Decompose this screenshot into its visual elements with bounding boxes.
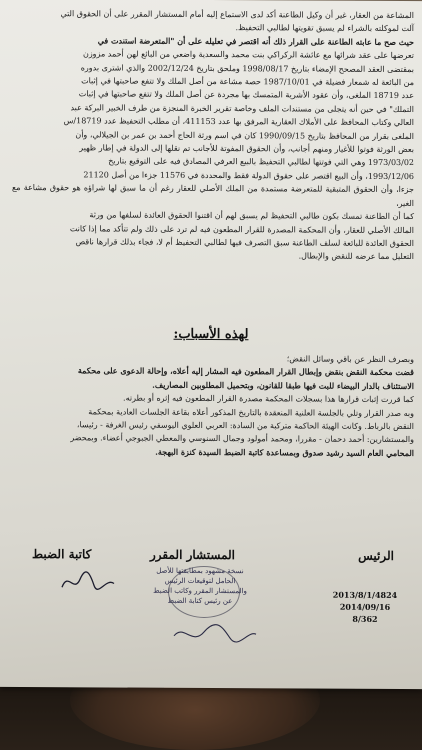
paragraph-line: المحامي العام السيد رشيد صدوق وبمساعدة كاتبة الضبط السيدة كنزة البهجة. <box>155 446 414 458</box>
paragraph-line: وبصرف النظر عن باقي وسائل النقض؛ <box>286 354 414 365</box>
paragraph-line: العالي وكتاب المحافظ على الأملاك العقارية المرفق بها عدد 411153، أن مطلب التحفيظ عدد 18719/س <box>63 116 414 128</box>
paragraph-line: المشاعة من العقار، غير أن وكيل الطاعنة أكد لدى الاستماع إليه أمام المستشار المقرر على أن الحقوق التي <box>60 9 414 21</box>
certified-line: الحامل لتوقيعات الرئيس <box>164 576 236 586</box>
paragraph-line: بمقتضى العقد المصحح الإمضاء بتاريخ 1998/08/17 وملحق بتاريخ 2002/12/24 والذي اشترى بدوره <box>80 62 414 74</box>
certified-line: نسخة مشهود بمطابقتها للأصل <box>156 566 244 576</box>
rapporteur-label: المستشار المقرر <box>150 547 236 563</box>
paragraph-line: 1973/03/02 وهي التي فوتتها لطالبي التحفيظ بالبيع العرفي المصادق فيه على التوقيع بتاريخ <box>108 156 414 168</box>
president-label: الرئيس <box>358 548 394 563</box>
paragraph-line: قضت محكمة النقض بنقض وإبطال القرار المطعون فيه المشار إليه أعلاه، وإحالة الدعوى على محكمة <box>77 365 414 378</box>
body-text-top <box>12 7 414 264</box>
section-heading: لهذه الأسباب: <box>173 326 249 343</box>
paragraph-line: المالك الأصلي للعقار، وأن المحكمة المصدرة للقرار المطعون فيه لم ترد على ذلك ولم تتأكد مما إذا كانت <box>69 223 414 235</box>
paragraph-line: كما قررت إثبات قرارها هذا بسجلات المحكمة مصدرة القرار المطعون فيه إثره أو بطرته. <box>123 393 414 405</box>
paragraph-line: كما أن الطاعنة تمسك بكون طالبي التحفيظ لم يسبق لهم أن اقتنوا الحقوق العائدة لسلفها من ورثة <box>89 210 414 222</box>
paragraph-line: 1993/12/06، وأن البيع اقتصر على حقوق الدولة فقط والمحددة في 11576 جزءا من أصل 21120 <box>83 170 414 181</box>
paragraph-line: عدد 18719 الملغى، وأن عقود الأشرية المتمسك بها مجردة عن أصل الملك ولا تتفع صاحبتها في إثبات <box>78 89 414 101</box>
clerk-signature <box>58 567 118 597</box>
court-stamp <box>168 566 240 618</box>
certified-line: والمستشار المقرر وكاتب الضبط <box>153 586 247 596</box>
case-reference <box>330 589 400 625</box>
paragraph-line: وبه صدر القرار وتلي بالجلسة العلنية المنعقدة بالتاريخ المذكور أعلاه بقاعة الجلسات العادية بمحكمة <box>88 406 414 418</box>
case-file: 8/362 <box>352 613 378 624</box>
stamp-signature <box>170 622 260 648</box>
clerk-label: كاتبة الضبط <box>32 547 92 562</box>
paragraph-line: التملك" في حين أنه يتجلى من مستندات الملف وخاصة تقرير الخبرة المنجزة من طرف الخبير البركة عبد <box>70 103 414 114</box>
case-number: 2013/8/1/4824 <box>332 589 398 600</box>
case-date: 2014/09/16 <box>339 601 391 612</box>
paragraph-line: بعض الورثة فوتوا للأغيار ومنهم أجانب، وأن الحقوق المفوتة للأجانب تم نقلها إلى الدولة في إطار ظهير <box>79 143 414 155</box>
paragraph-line: جزءا، وأن الحقوق المتبقية للمتعرضة مستمدة من الملك الأصلي للعقار رغم أن ما سبق لها شراؤه هو حقوق مشاعة مع الغير، <box>12 183 414 208</box>
paragraph-line: تعرضها على عقد شرائها مع عائشة الركراكي بنت محمد والسعدية واضعي من البائع لهن أحمد مزوزن <box>82 49 414 61</box>
paragraph-line: الحقوق العائدة للبائعة لسلف الطاعنة سبق التصرف فيها لطالبي التحفيظ أم لا، فجاء بذلك قرارها ناقص <box>75 237 414 248</box>
paragraph-line: حيث صح ما عابته الطاعنة على القرار ذلك أنه اقتصر في تعليله على أن "المتعرضة استندت في <box>97 35 414 47</box>
paragraph-line: الاستئناف بالدار البيضاء للبت فيها طبقا للقانون، وبتحميل المطلوبين المصاريف. <box>152 379 414 391</box>
paragraph-line: النقض بالرباط. وكانت الهيئة الحاكمة متركبة من السادة: العربي العلوي اليوسفي رئيس الغرفة - رئيسا، <box>76 420 414 432</box>
paragraph-line: التعليل مما عرضه للنقض والإبطال. <box>298 251 414 262</box>
paragraph-line: آلت لموكلته بالشراء لم يسبق تقويتها لطالبي التحفيظ. <box>235 23 414 34</box>
certified-line: عن رئيس كتابة الضبط <box>167 596 233 606</box>
paragraph-line: الملغى بقرار من المحافظ بتاريخ 1990/09/15 كان في اسم ورثة الحاج أحمد بن عمر بن الجيلالي، وأن <box>75 129 414 141</box>
paragraph-line: والمستشارين: أحمد دحمان - مقررا، ومحمد أمولود وجمال السنوسي والمعطي الجبوجي أعضاء. وبمحضر <box>70 433 414 445</box>
paragraph-line: من البائعة له شمعار فضيلة في 1987/10/01 حصة مشاعة من أصل الملك ولا تتفع صاحبتها في إثبات <box>81 76 414 88</box>
body-text-bottom <box>12 351 414 460</box>
